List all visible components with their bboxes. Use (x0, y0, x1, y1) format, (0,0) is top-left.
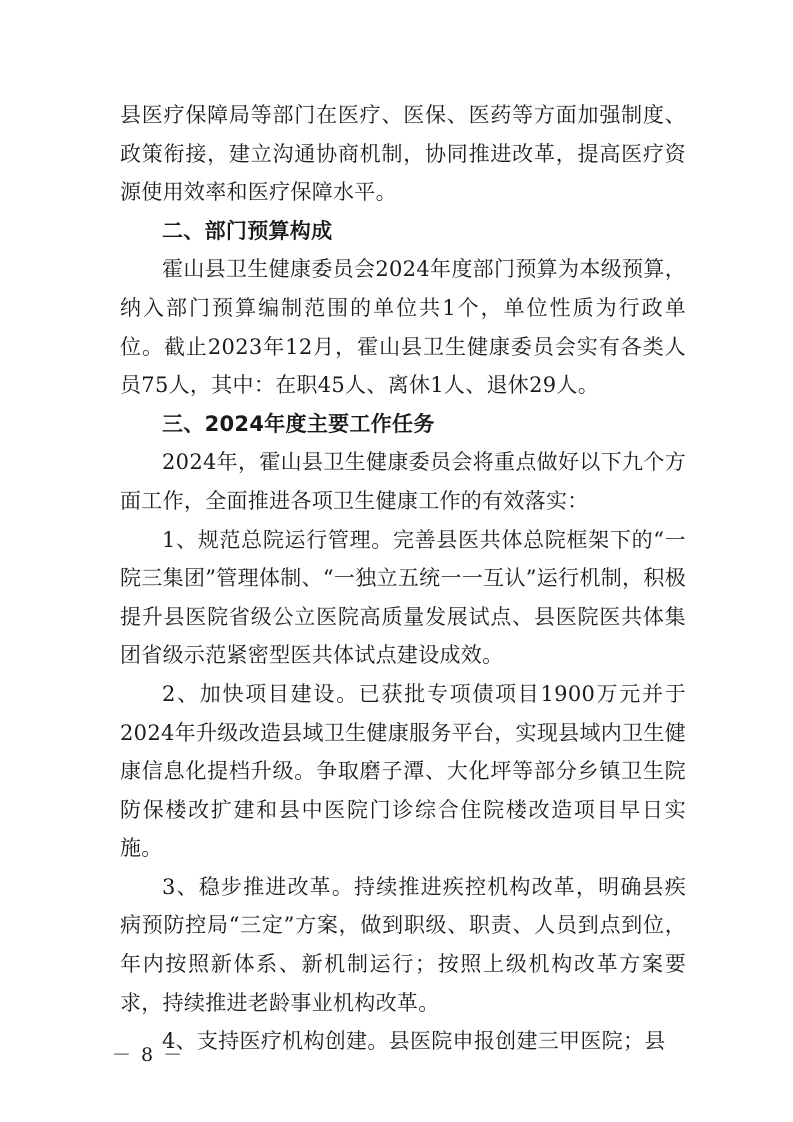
document-body (120, 96, 686, 1061)
paragraph-tasks-intro: 2024年，霍山县卫生健康委员会将重点做好以下九个方面工作，全面推进各项卫生健康工作的有效落实： (120, 450, 686, 513)
paragraph-task-2: 2、加快项目建设。已获批专项债项目1900万元并于2024年升级改造县域卫生健康服务平台，实现县域内卫生健康信息化提档升级。争取磨子潭、大化坪等部分乡镇卫生院防保楼改扩建和县中医院门诊综合住院楼改造项目早日实施。 (120, 681, 686, 861)
paragraph-budget-structure: 霍山县卫生健康委员会2024年度部门预算为本级预算，纳入部门预算编制范围的单位共1个，单位性质为行政单位。截止2023年12月，霍山县卫生健康委员会实有各类人员75人，其中：在职45人、离休1人、退休29人。 (120, 257, 686, 398)
section-heading-budget-structure: 二、部门预算构成 (162, 218, 333, 243)
paragraph-task-1: 1、规范总院运行管理。完善县医共体总院框架下的“一院三集团”管理体制、“一独立五统一一互认”运行机制，积极提升县医院省级公立医院高质量发展试点、县医院医共体集团省级示范紧密型医共体试点建设成效。 (120, 527, 686, 668)
paragraph-task-3: 3、稳步推进改革。持续推进疾控机构改革，明确县疾病预防控局“三定”方案，做到职级、职责、人员到点到位，年内按照新体系、新机制运行；按照上级机构改革方案要求，持续推进老龄事业机构改革。 (120, 874, 686, 1015)
page-number: － 8 － (112, 1044, 185, 1066)
paragraph-continued: 县医疗保障局等部门在医疗、医保、医药等方面加强制度、政策衔接，建立沟通协商机制，协同推进改革，提高医疗资源使用效率和医疗保障水平。 (120, 103, 686, 205)
section-heading-main-tasks: 三、2024年度主要工作任务 (162, 411, 435, 436)
paragraph-task-4: 4、支持医疗机构创建。县医院申报创建三甲医院；县 (162, 1029, 666, 1054)
